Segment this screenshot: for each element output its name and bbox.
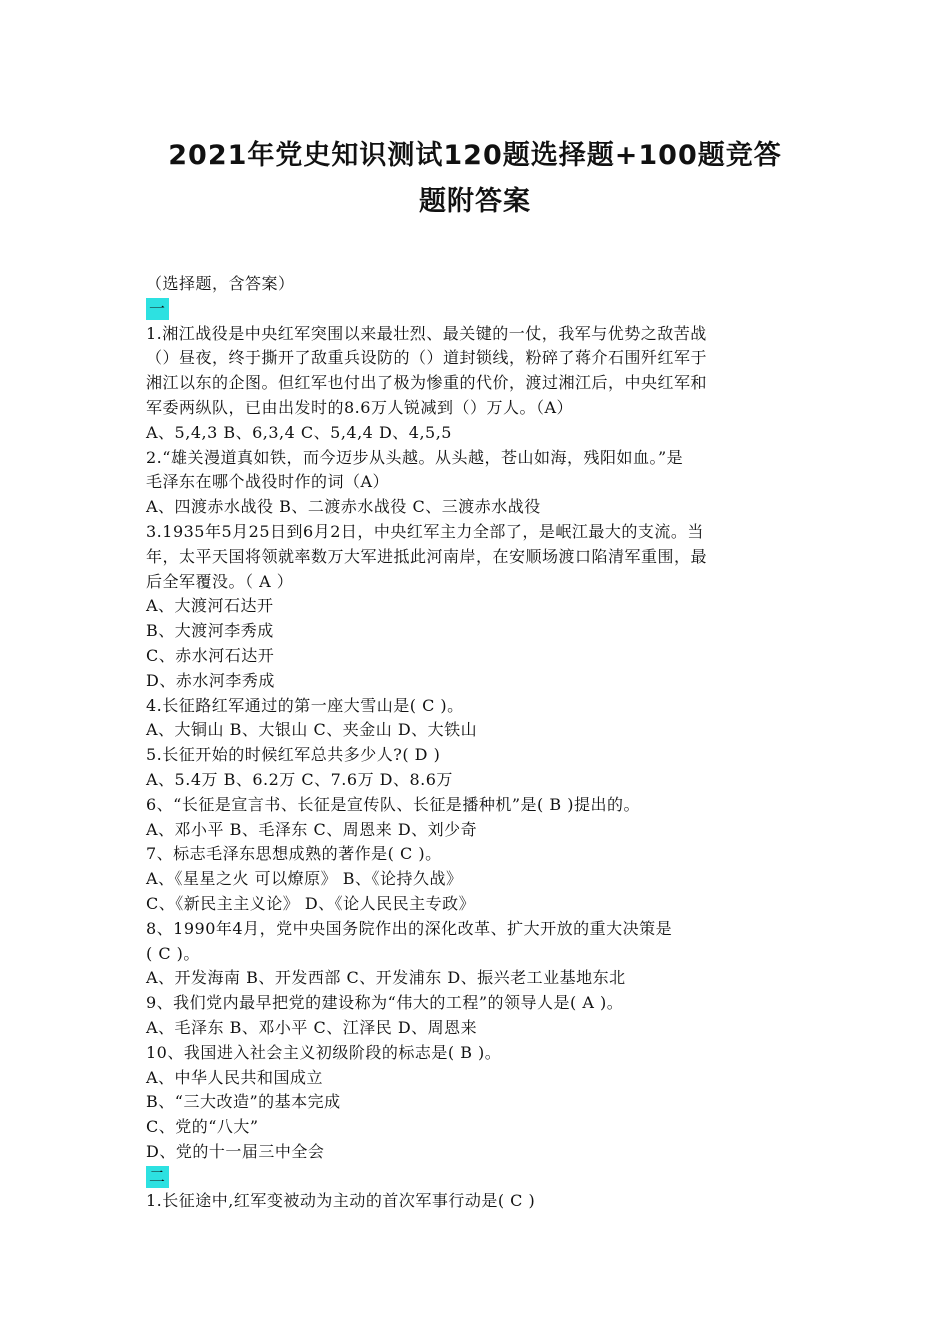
subtitle: （选择题，含答案） (146, 274, 295, 293)
text-line: 6、“长征是宣言书、长征是宣传队、长征是播种机”是( B )提出的。 (146, 794, 640, 814)
text-line: A、大渡河石达开 (146, 596, 274, 616)
text-line: C、《新民主主义论》 D、《论人民民主专政》 (146, 893, 476, 913)
text-line: （）昼夜，终于撕开了敌重兵设防的（）道封锁线，粉碎了蒋介石围歼红军于 (146, 348, 708, 368)
section-marker-1: 一 (146, 298, 169, 320)
text-line: 5.长征开始的时候红军总共多少人?( D ) (146, 745, 441, 765)
text-line: B、“三大改造”的基本完成 (146, 1092, 341, 1112)
text-line: A、开发海南 B、开发西部 C、开发浦东 D、振兴老工业基地东北 (146, 968, 626, 988)
text-line: 1.长征途中,红军变被动为主动的首次军事行动是( C ) (146, 1191, 536, 1211)
text-line: 后全军覆没。（ A ） (146, 571, 294, 591)
text-line: C、党的“八大” (146, 1117, 259, 1137)
text-line: B、大渡河李秀成 (146, 621, 274, 641)
text-line: A、大铜山 B、大银山 C、夹金山 D、大铁山 (146, 720, 478, 740)
text-line: A、《星星之火 可以燎原》 B、《论持久战》 (146, 869, 463, 889)
text-line: 8、1990年4月，党中央国务院作出的深化改革、扩大开放的重大决策是 (146, 918, 673, 938)
text-line: A、毛泽东 B、邓小平 C、江泽民 D、周恩来 (146, 1017, 478, 1037)
text-line: 9、我们党内最早把党的建设称为“伟大的工程”的领导人是( A )。 (146, 993, 624, 1013)
text-line: ( C )。 (146, 943, 200, 963)
section-marker-2: 二 (146, 1166, 169, 1188)
text-line: A、四渡赤水战役 B、二渡赤水战役 C、三渡赤水战役 (146, 497, 541, 517)
text-line: C、赤水河石达开 (146, 645, 275, 665)
text-line: 毛泽东在哪个战役时作的词（A） (146, 472, 390, 492)
text-line: 7、标志毛泽东思想成熟的著作是( C )。 (146, 844, 442, 864)
text-line: 湘江以东的企图。但红军也付出了极为惨重的代价，渡过湘江后，中央红军和 (146, 373, 708, 393)
text-line: 2.“雄关漫道真如铁，而今迈步从头越。从头越，苍山如海，残阳如血。”是 (146, 447, 684, 467)
text-line: D、党的十一届三中全会 (146, 1141, 325, 1161)
document-title-line-1: 2021年党史知识测试120题选择题+100题竞答 (168, 140, 782, 171)
text-line: 10、我国进入社会主义初级阶段的标志是( B )。 (146, 1042, 502, 1062)
text-line: 军委两纵队，已由出发时的8.6万人锐减到（）万人。（A） (146, 397, 574, 417)
section-marker-2-row (146, 1165, 816, 1190)
text-line: A、5.4万 B、6.2万 C、7.6万 D、8.6万 (146, 769, 453, 789)
text-line: A、邓小平 B、毛泽东 C、周恩来 D、刘少奇 (146, 819, 478, 839)
text-line: D、赤水河李秀成 (146, 670, 275, 690)
section-marker-1-row (146, 297, 816, 322)
text-line: 1.湘江战役是中央红军突围以来最壮烈、最关键的一仗，我军与优势之敌苦战 (146, 323, 707, 343)
document-body (146, 272, 816, 1214)
text-line: A、5,4,3 B、6,3,4 C、5,4,4 D、4,5,5 (146, 422, 452, 442)
document-title-line-2: 题附答案 (419, 186, 531, 217)
text-line: 4.长征路红军通过的第一座大雪山是( C )。 (146, 695, 464, 715)
text-line: 3.1935年5月25日到6月2日，中央红军主力全部了，是岷江最大的支流。当 (146, 521, 704, 541)
text-line: 年，太平天国将领就率数万大军进抵此河南岸，在安顺场渡口陷清军重围，最 (146, 546, 708, 566)
text-line: A、中华人民共和国成立 (146, 1067, 324, 1087)
